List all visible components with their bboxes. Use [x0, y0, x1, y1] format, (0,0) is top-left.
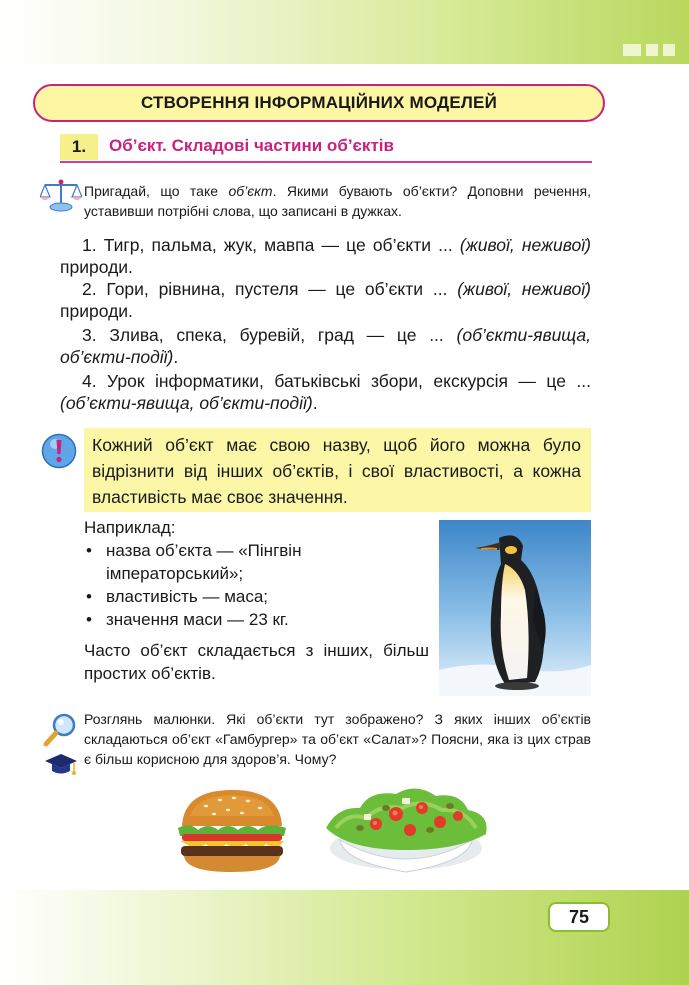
hamburger-image	[176, 786, 288, 878]
task1-item-3-hint: (об’єкти-явища, об’єкти-події)	[60, 325, 591, 367]
task1-intro-term: об’єкт	[228, 183, 273, 199]
penguin-photo	[439, 520, 591, 696]
top-decor-band	[0, 0, 689, 64]
example-closing: Часто об’єкт складається з інших, більш простих об’єктів.	[84, 641, 429, 683]
section-divider	[60, 161, 592, 163]
task1-item-4-hint: (об’єкти-явища, об’єкти-події)	[60, 393, 313, 413]
scales-icon	[40, 178, 82, 212]
definition-note: Кожний об’єкт має свою назву, щоб його можна було відрізнити від інших об’єктів, і свої властивості, а кожна властивість має своє значення.	[84, 428, 591, 512]
top-decor-squares	[623, 44, 675, 56]
salad-image	[318, 778, 494, 878]
task1-intro-rest: . Якими бувають об’єкти? Доповни речення, уставивши потрібні слова, що записані в дужках.	[84, 183, 591, 219]
page-number-box	[548, 902, 610, 932]
task1-item-1-hint: (живої, неживої)	[459, 235, 591, 255]
example-bullets	[84, 539, 429, 631]
section-title: Об’єкт. Складові частини об’єктів	[109, 136, 394, 155]
chapter-title-banner	[33, 84, 605, 122]
exclamation-icon	[41, 433, 77, 469]
example-bullet: • значення маси — 23 кг.	[84, 608, 429, 631]
task1-item-3: 3. Злива, спека, буревій, град — це ... (об’єкти-явища, об’єкти-події).	[60, 325, 591, 367]
task2-text: Розглянь малюнки. Які об’єкти тут зображено? З яких інших об’єктів складаються об’єкт «Гамбургер» та об’єкт «Салат»? Поясни, яка із цих страв є більш корисною для здоров’я. Чому?	[84, 711, 591, 767]
task1-intro-text: Пригадай, що таке	[84, 183, 229, 199]
example-bullet: • назва об’єкта — «Пінгвін імператорський»;	[84, 539, 429, 585]
task1-intro	[84, 181, 591, 221]
graduation-cap-icon	[44, 752, 78, 778]
page-number: 75	[568, 906, 590, 927]
task1-item-1: 1. Тигр, пальма, жук, мавпа — це об’єкти ... (живої, неживої) природи.	[60, 235, 591, 277]
task1-item-4: 4. Урок інформатики, батьківські збори, екскурсія — це ... (об’єкти-явища, об’єкти-події).	[60, 371, 591, 413]
section-heading	[60, 134, 592, 162]
magnifier-icon	[42, 712, 78, 748]
section-number: 1.	[60, 134, 98, 160]
task1-item-2: 2. Гори, рівнина, пустеля — це об’єкти ... (живої, неживої) природи.	[60, 279, 591, 321]
example-bullet: • властивість — маса;	[84, 585, 429, 608]
chapter-title: СТВОРЕННЯ ІНФОРМАЦІЙНИХ МОДЕЛЕЙ	[141, 93, 497, 112]
task1-item-2-hint: (живої, неживої)	[457, 279, 591, 299]
example-lead: Наприклад:	[84, 518, 176, 537]
example-block	[84, 516, 429, 685]
